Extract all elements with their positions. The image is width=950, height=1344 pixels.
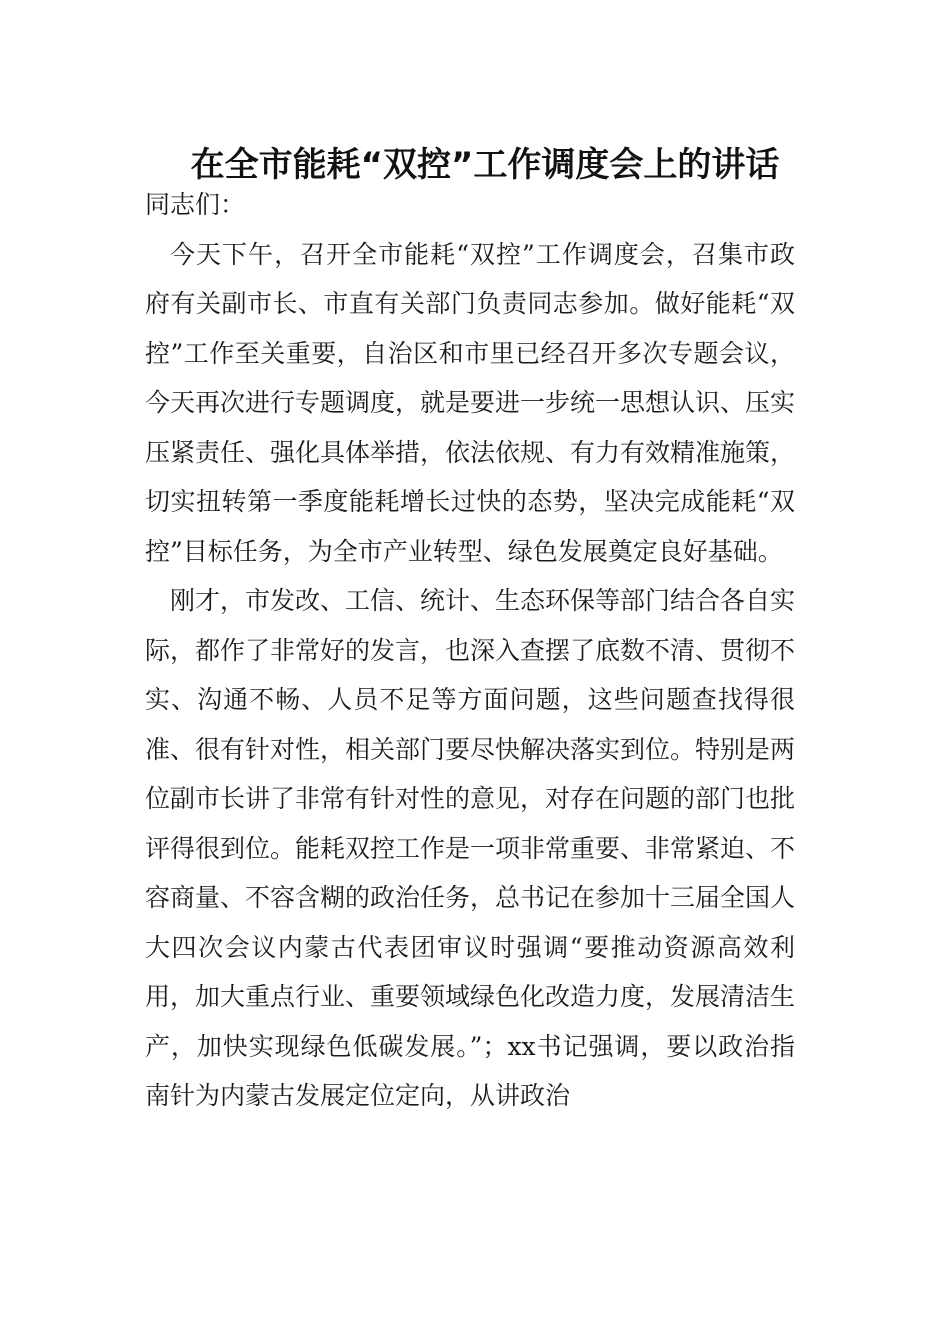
document-title: 在全市能耗“双控”工作调度会上的讲话	[190, 145, 780, 185]
document-body	[145, 180, 795, 1121]
paragraph-2: 刚才，市发改、工信、统计、生态环保等部门结合各自实际，都作了非常好的发言，也深入查摆了底数不清、贯彻不实、沟通不畅、人员不足等方面问题，这些问题查找得很准、很有针对性，相关部门要尽快解决落实到位。特别是两位副市长讲了非常有针对性的意见，对存在问题的部门也批评得很到位。能耗双控工作是一项非常重要、非常紧迫、不容商量、不容含糊的政治任务，总书记在参加十三届全国人大四次会议内蒙古代表团审议时强调“要推动资源高效利用，加大重点行业、重要领域绿色化改造力度，发展清洁生产，加快实现绿色低碳发展。”；xx书记强调，要以政治指南针为内蒙古发展定位定向，从讲政治	[145, 586, 796, 1110]
paragraph-1: 今天下午，召开全市能耗“双控”工作调度会，召集市政府有关副市长、市直有关部门负责同志参加。做好能耗“双控”工作至关重要，自治区和市里已经召开多次专题会议，今天再次进行专题调度，就是要进一步统一思想认识、压实压紧责任、强化具体举措，依法依规、有力有效精准施策，切实扭转第一季度能耗增长过快的态势，坚决完成能耗“双控”目标任务，为全市产业转型、绿色发展奠定良好基础。	[145, 239, 796, 566]
greeting: 同志们：	[145, 190, 246, 219]
